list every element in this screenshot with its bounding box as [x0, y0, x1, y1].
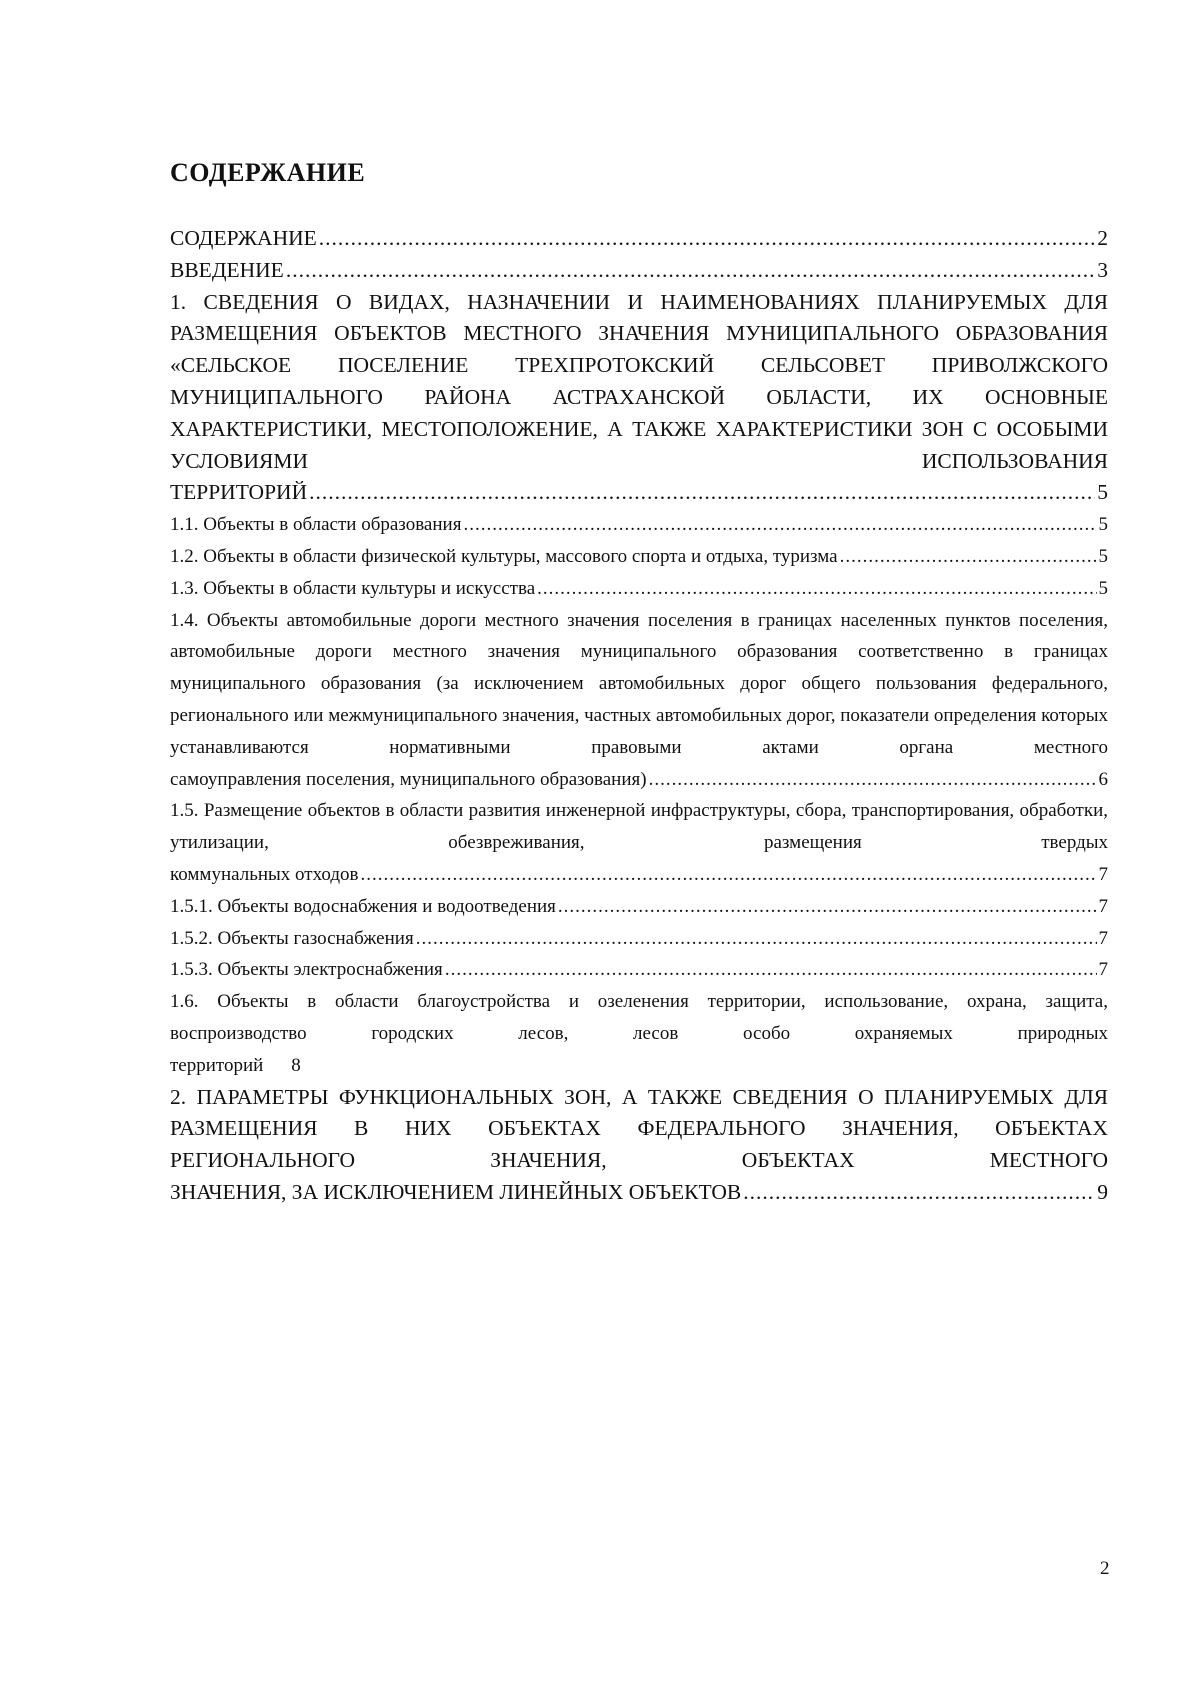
toc-entry[interactable] — [170, 573, 1108, 605]
toc-entry-line — [170, 1050, 1108, 1082]
toc-dot-leader — [319, 223, 1095, 255]
toc-entry-title: 1.2. Объекты в области физической культуры, массового спорта и отдыха, туризма — [170, 545, 838, 567]
toc-entry[interactable] — [170, 954, 1108, 986]
toc-entry-page: 5 — [1098, 514, 1108, 536]
toc-entry-line — [170, 1177, 1108, 1209]
toc-dot-leader — [649, 764, 1097, 796]
toc-entry[interactable] — [170, 986, 1108, 1081]
toc-entry[interactable] — [170, 923, 1108, 955]
toc-entry-line — [170, 923, 1108, 955]
toc-entry-line — [170, 255, 1108, 287]
toc-entry-line — [170, 541, 1108, 573]
toc-entry-line — [170, 477, 1108, 509]
toc-entry-text: 1.4. Объекты автомобильные дороги местного значения поселения в границах населенных пунктов поселения, автомобильные дороги местного значения муниципального образования соответственно в границах муниципального образования (за исключением автомобильных дорог общего пользования федерального, регионального или межмуниципального значения, частных автомобильных дорог, показатели определения которых устанавливаются нормативными правовыми актами органа местного — [170, 609, 1108, 758]
toc-entry-page: 5 — [1097, 480, 1108, 505]
toc-entry[interactable] — [170, 255, 1108, 287]
toc-entry-title: коммунальных отходов — [170, 863, 359, 885]
toc-entry-title: 1.5.2. Объекты газоснабжения — [170, 927, 414, 949]
toc-entry[interactable] — [170, 1082, 1108, 1209]
toc-entry-page: 5 — [1098, 577, 1108, 599]
toc-dot-leader — [445, 954, 1097, 986]
toc-entry-line — [170, 859, 1108, 891]
toc-entry-line — [170, 509, 1108, 541]
toc-entry-page: 7 — [1098, 959, 1108, 981]
toc-entry-line — [170, 891, 1108, 923]
toc-entry-title: самоуправления поселения, муниципального образования) — [170, 768, 647, 790]
toc-dot-leader — [840, 541, 1097, 573]
toc-entry-page: 2 — [1097, 226, 1108, 250]
toc-entry[interactable] — [170, 795, 1108, 890]
toc-entry-title: ВВЕДЕНИЕ — [170, 257, 284, 282]
toc-entry-text: 1.6. Объекты в области благоустройства и озеленения территории, использование, охрана, защита, воспроизводство городских лесов, лесов особо охраняемых природных — [170, 991, 1108, 1044]
toc-entry-text: 1.5. Размещение объектов в области развития инженерной инфраструктуры, сбора, транспортирования, обработки, утилизации, обезвреживания, размещения твердых — [170, 800, 1108, 854]
toc-entry-title: ЗНАЧЕНИЯ, ЗА ИСКЛЮЧЕНИЕМ ЛИНЕЙНЫХ ОБЪЕКТОВ — [170, 1179, 742, 1204]
toc-entry[interactable] — [170, 891, 1108, 923]
toc-dot-leader — [416, 923, 1097, 955]
toc-dot-leader — [537, 573, 1096, 605]
page-title: СОДЕРЖАНИЕ — [170, 158, 366, 187]
toc-entry-page: 3 — [1097, 257, 1108, 282]
toc-dot-leader — [743, 1177, 1095, 1209]
toc-entry-title: СОДЕРЖАНИЕ — [170, 226, 317, 250]
toc-entry[interactable] — [170, 541, 1108, 573]
toc-dot-leader — [309, 477, 1095, 509]
page-number: 2 — [1100, 1558, 1110, 1579]
toc-entry-line — [170, 764, 1108, 796]
toc-entry-title: ТЕРРИТОРИЙ — [170, 480, 308, 505]
toc-entry-title: 1.5.3. Объекты электроснабжения — [170, 959, 443, 981]
toc-entry[interactable] — [170, 509, 1108, 541]
toc-entry-text: 1. СВЕДЕНИЯ О ВИДАХ, НАЗНАЧЕНИИ И НАИМЕНОВАНИЯХ ПЛАНИРУЕМЫХ ДЛЯ РАЗМЕЩЕНИЯ ОБЪЕКТОВ МЕСТНОГО ЗНАЧЕНИЯ МУНИЦИПАЛЬНОГО ОБРАЗОВАНИЯ «СЕЛЬСКОЕ ПОСЕЛЕНИЕ ТРЕХПРОТОКСКИЙ СЕЛЬСОВЕТ ПРИВОЛЖСКОГО МУНИЦИПАЛЬНОГО РАЙОНА АСТРАХАНСКОЙ ОБЛАСТИ, ИХ ОСНОВНЫЕ ХАРАКТЕРИСТИКИ, МЕСТОПОЛОЖЕНИЕ, А ТАКЖЕ ХАРАКТЕРИСТИКИ ЗОН С ОСОБЫМИ УСЛОВИЯМИ ИСПОЛЬЗОВАНИЯ — [170, 289, 1108, 473]
toc-entry-title: 1.1. Объекты в области образования — [170, 514, 462, 536]
toc-entry-title: 1.3. Объекты в области культуры и искусства — [170, 577, 536, 599]
toc-entry-page: 7 — [1098, 927, 1108, 949]
toc-entry-page: 9 — [1097, 1179, 1108, 1204]
toc-entry-page: 5 — [1098, 545, 1108, 567]
toc-entry-page: 8 — [291, 1054, 301, 1076]
toc-entry-text: 2. ПАРАМЕТРЫ ФУНКЦИОНАЛЬНЫХ ЗОН, А ТАКЖЕ СВЕДЕНИЯ О ПЛАНИРУЕМЫХ ДЛЯ РАЗМЕЩЕНИЯ В НИХ ОБЪЕКТАХ ФЕДЕРАЛЬНОГО ЗНАЧЕНИЯ, ОБЪЕКТАХ РЕГИОНАЛЬНОГО ЗНАЧЕНИЯ, ОБЪЕКТАХ МЕСТНОГО — [170, 1084, 1108, 1173]
toc-dot-leader — [558, 891, 1097, 923]
toc-entry-title: территорий — [170, 1054, 264, 1076]
toc-entry-title: 1.5.1. Объекты водоснабжения и водоотведения — [170, 895, 556, 917]
toc-entry-line — [170, 954, 1108, 986]
toc-entry-page: 6 — [1098, 768, 1108, 790]
toc-entry-line — [170, 223, 1108, 255]
toc-entry[interactable] — [170, 287, 1108, 510]
toc-dot-leader — [360, 859, 1096, 891]
toc-entry-line — [170, 573, 1108, 605]
toc-entry-page: 7 — [1098, 863, 1108, 885]
toc-dot-leader — [286, 255, 1095, 287]
toc-entry[interactable] — [170, 223, 1108, 255]
toc-entry[interactable] — [170, 605, 1108, 796]
toc-entry-page: 7 — [1098, 895, 1108, 917]
table-of-contents — [170, 223, 1108, 1209]
toc-dot-leader — [463, 509, 1096, 541]
